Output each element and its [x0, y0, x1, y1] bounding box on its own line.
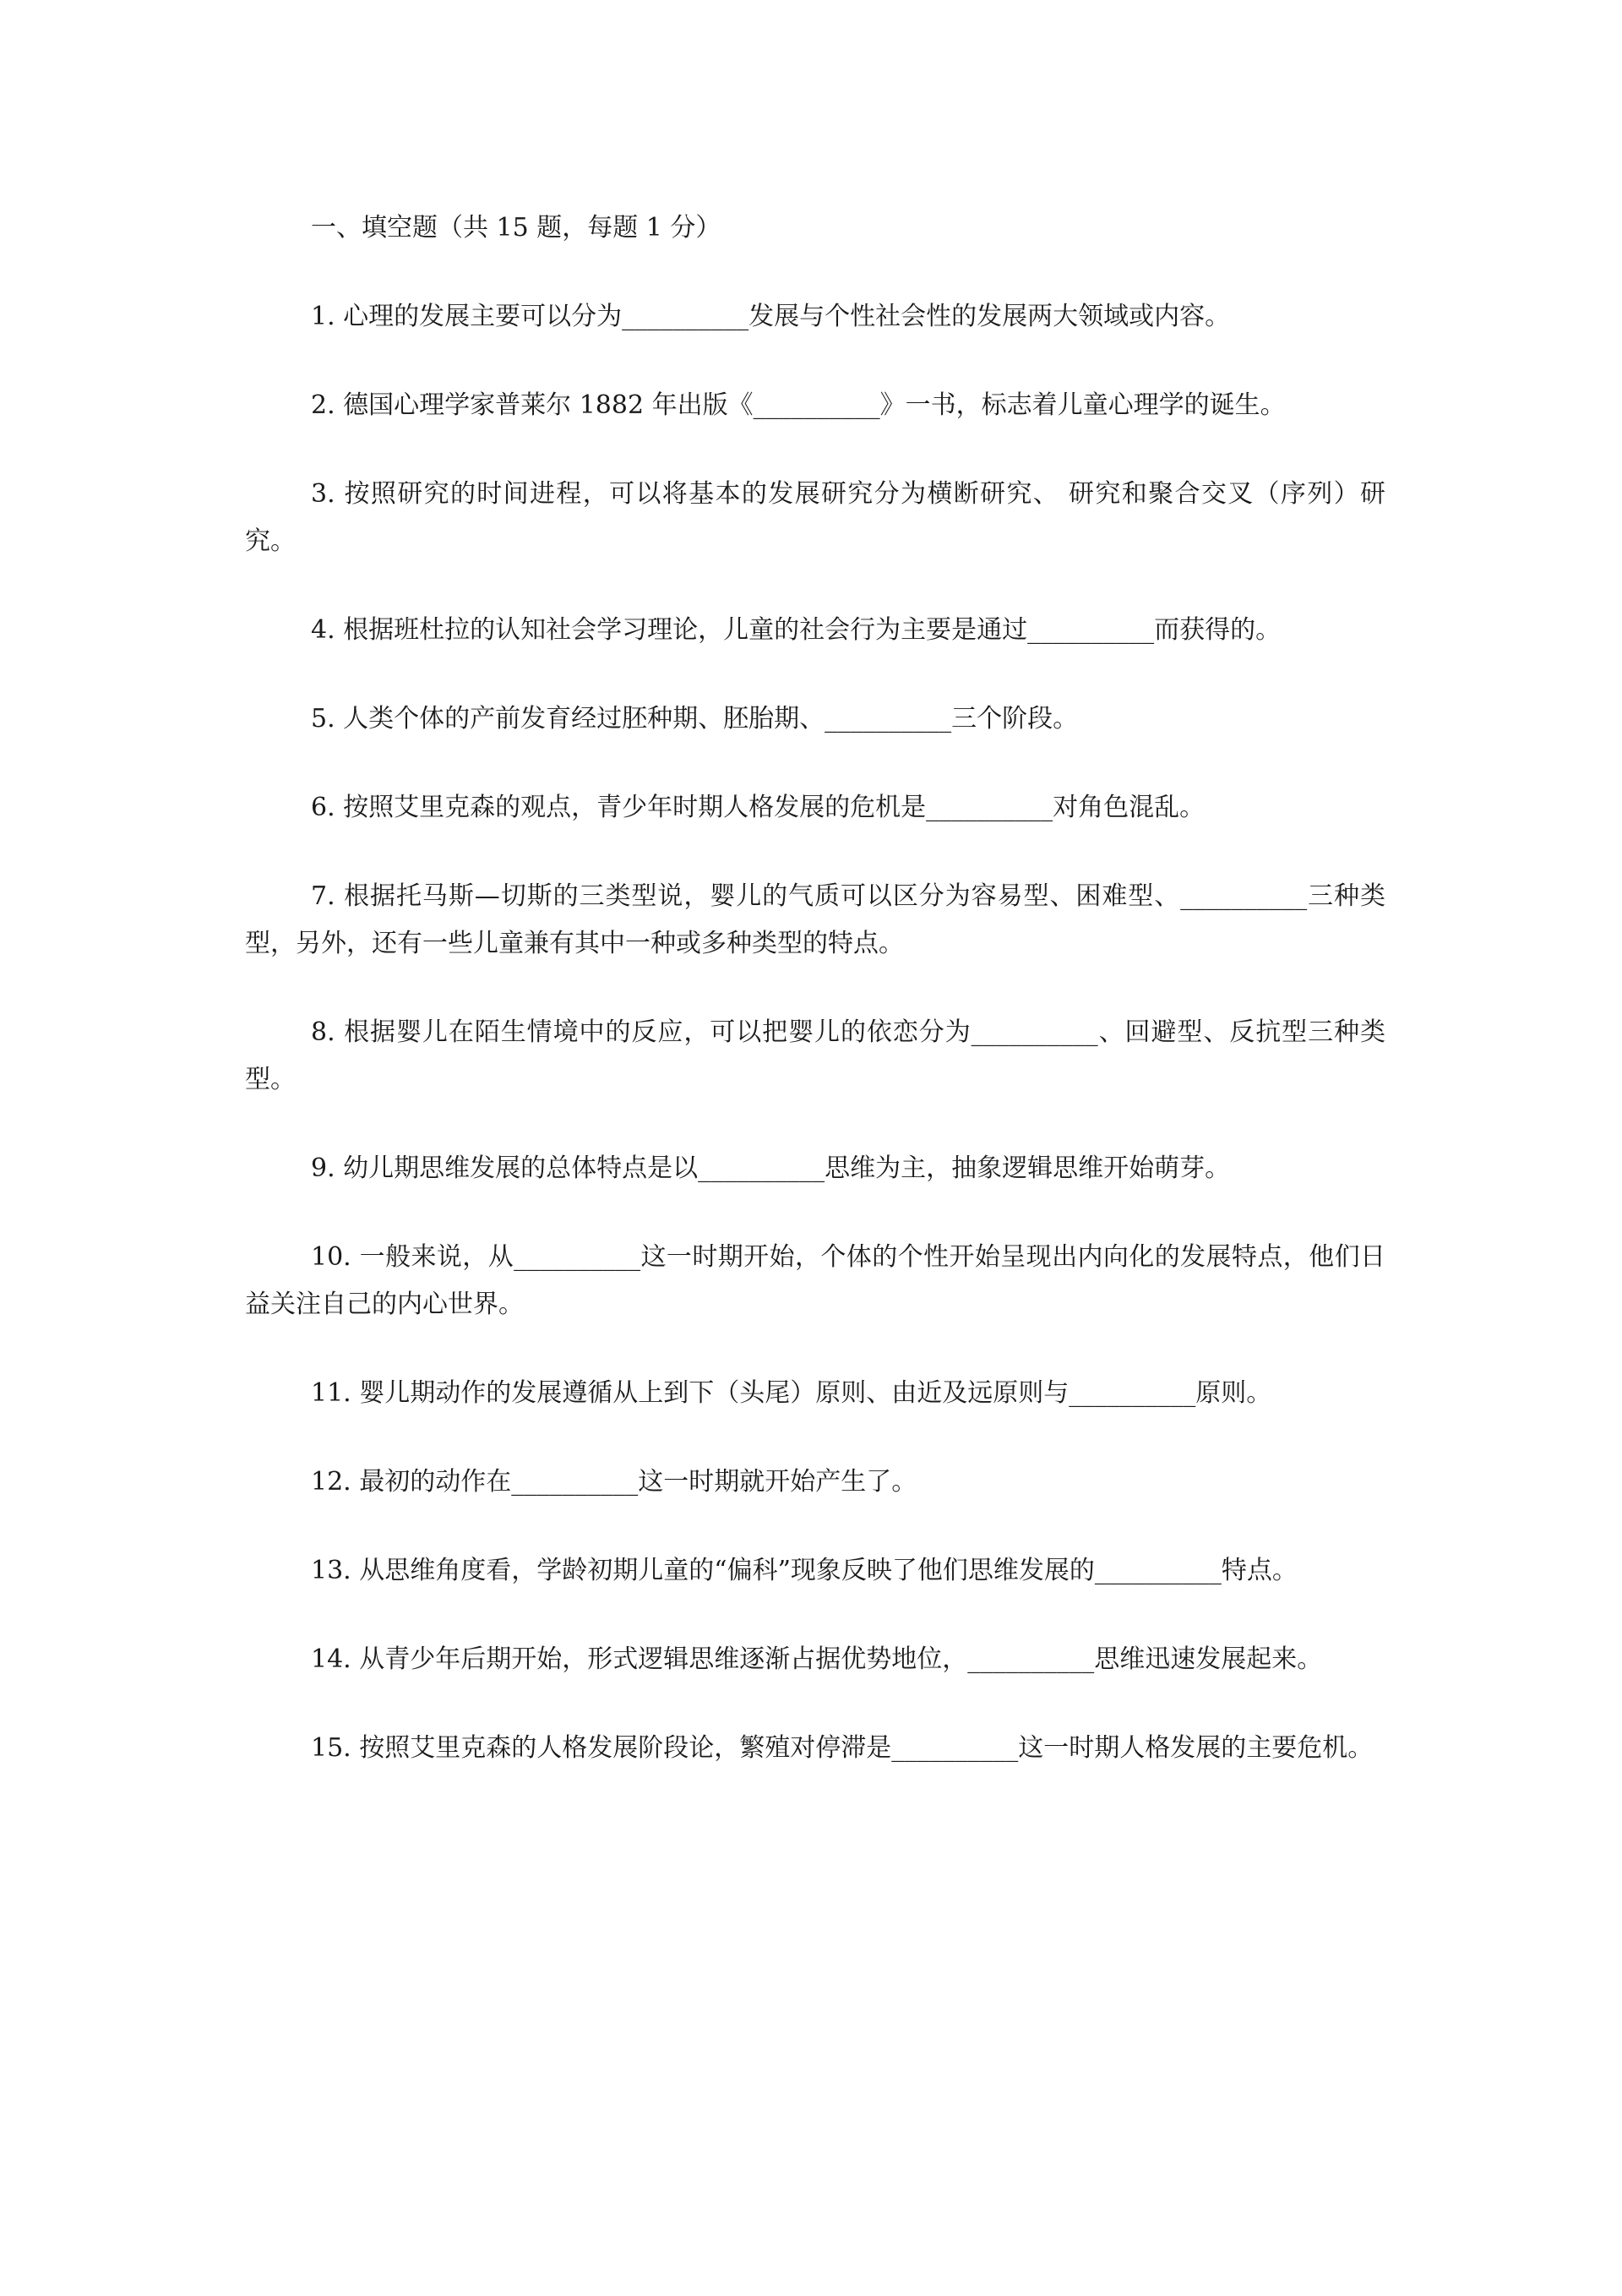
- question-3: 3. 按照研究的时间进程，可以将基本的发展研究分为横断研究、 研究和聚合交叉（序列）研究。: [245, 479, 1385, 556]
- question-7: 7. 根据托马斯—切斯的三类型说，婴儿的气质可以区分为容易型、困难型、__________三种类型，另外，还有一些儿童兼有其中一种或多种类型的特点。: [245, 881, 1385, 958]
- question-13: 13. 从思维角度看，学龄初期儿童的“偏科”现象反映了他们思维发展的__________特点。: [311, 1556, 1298, 1585]
- question-9: 9. 幼儿期思维发展的总体特点是以__________思维为主，抽象逻辑思维开始萌芽。: [311, 1153, 1231, 1183]
- section-heading: 一、填空题（共 15 题，每题 1 分）: [311, 213, 721, 243]
- question-11: 11. 婴儿期动作的发展遵循从上到下（头尾）原则、由近及远原则与__________原则。: [311, 1378, 1272, 1408]
- document-page: [245, 205, 1385, 1813]
- question-5: 5. 人类个体的产前发育经过胚种期、胚胎期、__________三个阶段。: [311, 704, 1079, 734]
- question-1: 1. 心理的发展主要可以分为__________发展与个性社会性的发展两大领域或内容。: [311, 302, 1231, 331]
- question-4: 4. 根据班杜拉的认知社会学习理论，儿童的社会行为主要是通过__________而获得的。: [311, 615, 1282, 645]
- question-10: 10. 一般来说，从__________这一时期开始，个体的个性开始呈现出内向化的发展特点，他们日益关注自己的内心世界。: [245, 1242, 1385, 1319]
- question-6: 6. 按照艾里克森的观点，青少年时期人格发展的危机是__________对角色混乱。: [311, 793, 1206, 822]
- question-12: 12. 最初的动作在__________这一时期就开始产生了。: [311, 1467, 917, 1497]
- question-14: 14. 从青少年后期开始，形式逻辑思维逐渐占据优势地位，__________思维迅速发展起来。: [311, 1644, 1323, 1674]
- question-15: 15. 按照艾里克森的人格发展阶段论，繁殖对停滞是__________这一时期人格发展的主要危机。: [311, 1733, 1374, 1763]
- question-8: 8. 根据婴儿在陌生情境中的反应，可以把婴儿的依恋分为__________、回避型、反抗型三种类型。: [245, 1017, 1385, 1094]
- question-2: 2. 德国心理学家普莱尔 1882 年出版《__________》一书，标志着儿童心理学的诞生。: [311, 390, 1286, 420]
